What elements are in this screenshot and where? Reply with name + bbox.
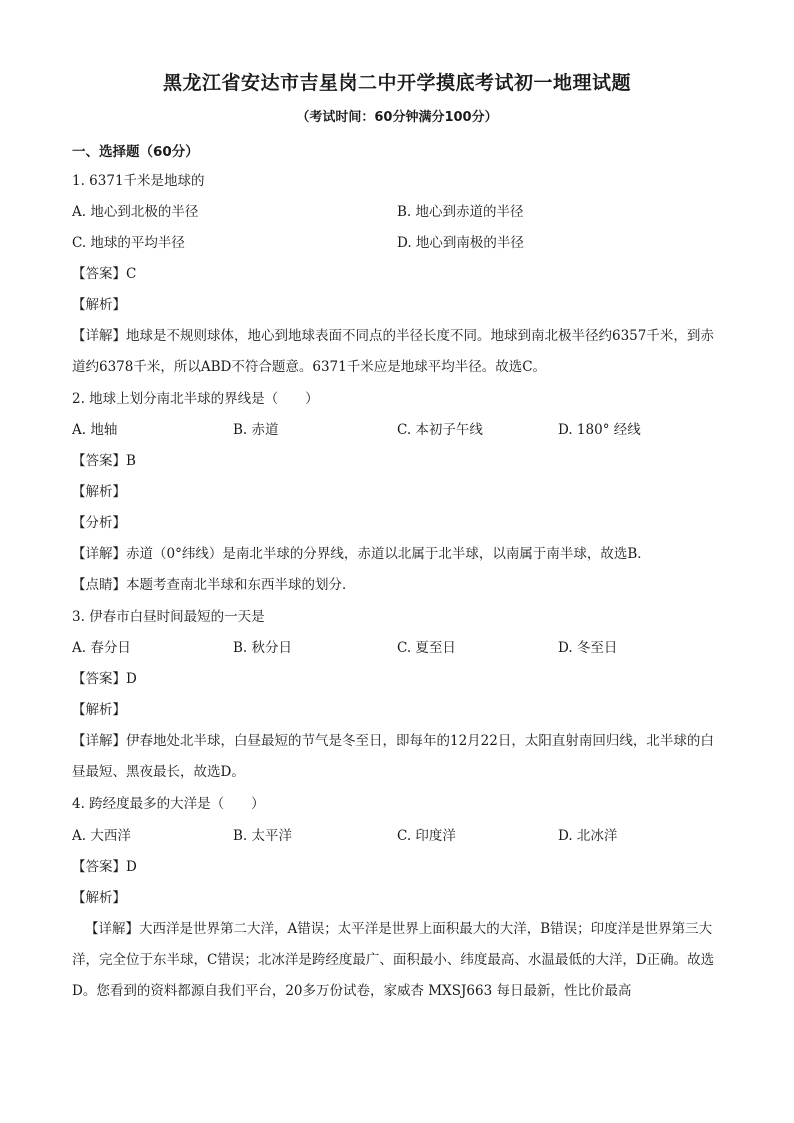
answer-label: 【答案】D (72, 859, 137, 875)
detail-text: 【详解】伊春地处北半球，白昼最短的节气是冬至日，即每年的12月22日，太阳直射南回归线，北半球的白昼最短、黑夜最长，故选D。 (72, 733, 714, 780)
question-stem: 4. 跨经度最多的大洋是（ ） (72, 796, 265, 812)
option-a: A. 地心到北极的半径 (72, 204, 199, 220)
analysis-label: 【解析】 (72, 484, 126, 500)
answer-label: 【答案】B (72, 453, 136, 469)
answer-label: 【答案】D (72, 671, 137, 687)
detail-text: 【详解】大西洋是世界第二大洋，A错误；太平洋是世界上面积最大的大洋，B错误；印度洋是世界第三大洋，完全位于东半球，C错误；北冰洋是跨经度最广、面积最小、纬度最高、水温最低的大洋，D正确。故选D。您看到的资料都源自我们平台，20多万份试卷，家威杏 MXSJ663 每日最新，性比价最高 (72, 921, 715, 999)
question-stem: 1. 6371千米是地球的 (72, 173, 205, 189)
option-b: B. 太平洋 (233, 828, 293, 844)
fenxi-label: 【分析】 (72, 515, 126, 531)
question-stem: 2. 地球上划分南北半球的界线是（ ） (72, 391, 319, 407)
answer-label: 【答案】C (72, 266, 137, 282)
analysis-label: 【解析】 (72, 702, 126, 718)
option-d: D. 北冰洋 (558, 828, 618, 844)
detail-text: 【详解】赤道（0°纬线）是南北半球的分界线，赤道以北属于北半球，以南属于南半球，故选B． (72, 546, 651, 562)
option-d: D. 地心到南极的半径 (397, 235, 524, 251)
page-title: 黑龙江省安达市吉星岗二中开学摸底考试初一地理试题 (162, 72, 631, 94)
option-d: D. 冬至日 (558, 640, 618, 656)
option-b: B. 秋分日 (233, 640, 293, 656)
option-a: A. 大西洋 (72, 828, 131, 844)
option-a: A. 春分日 (72, 640, 131, 656)
option-c: C. 夏至日 (397, 640, 456, 656)
analysis-label: 【解析】 (72, 890, 126, 906)
point-text: 【点睛】本题考查南北半球和东西半球的划分． (72, 577, 356, 593)
option-c: C. 本初子午线 (397, 422, 483, 438)
option-b: B. 地心到赤道的半径 (397, 204, 524, 220)
analysis-label: 【解析】 (72, 297, 126, 313)
option-d: D. 180° 经线 (558, 422, 641, 438)
question-stem: 3. 伊春市白昼时间最短的一天是 (72, 609, 265, 625)
option-b: B. 赤道 (233, 422, 279, 438)
detail-text: 【详解】地球是不规则球体，地心到地球表面不同点的半径长度不同。地球到南北极半径约6357千米，到赤道约6378千米，所以ABD不符合题意。6371千米应是地球平均半径。故选C。 (72, 328, 714, 375)
section-heading: 一、选择题（60分） (72, 144, 199, 160)
option-a: A. 地轴 (72, 422, 118, 438)
exam-info: （考试时间：60分钟满分100分） (296, 110, 498, 125)
option-c: C. 地球的平均半径 (72, 235, 185, 251)
option-c: C. 印度洋 (397, 828, 456, 844)
